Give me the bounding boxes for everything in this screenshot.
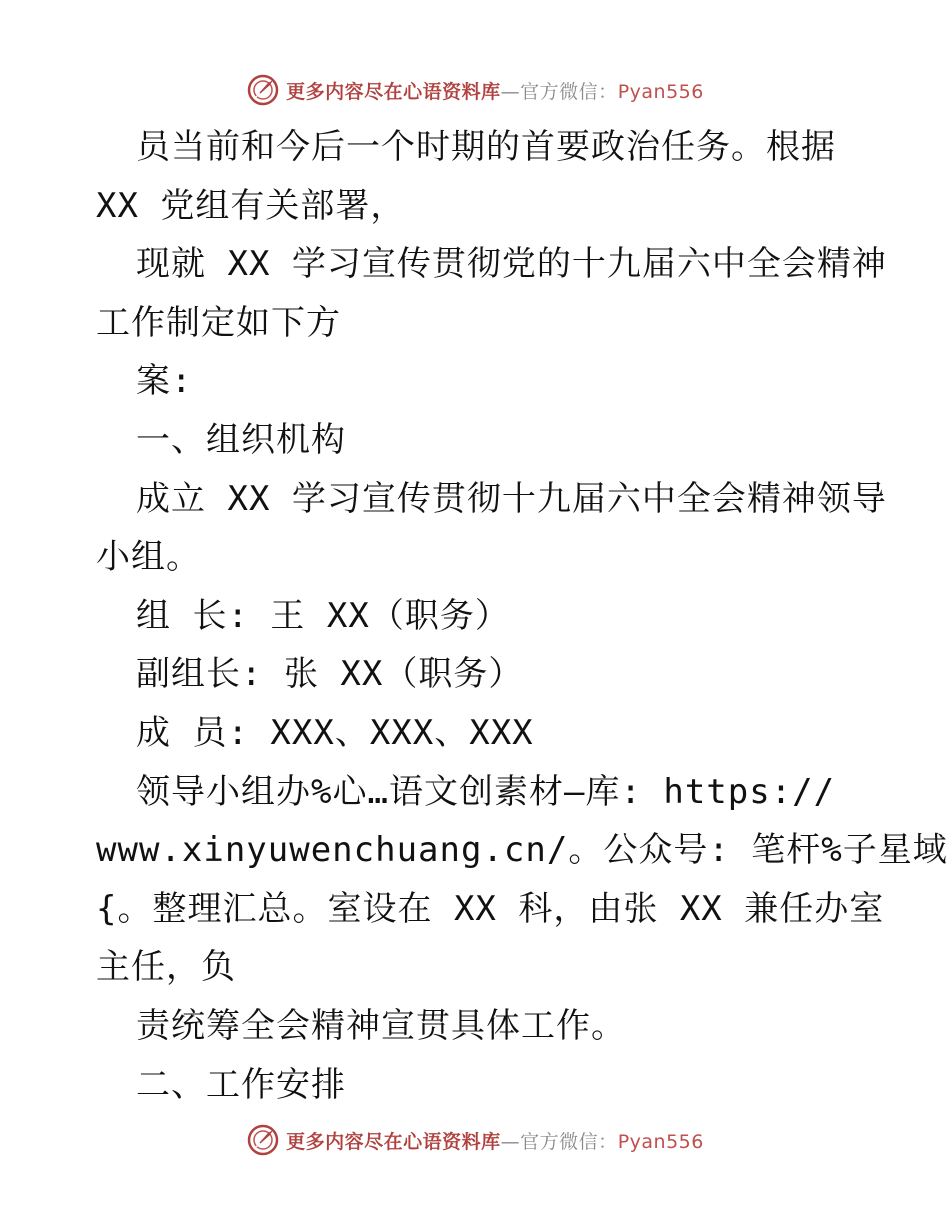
- document-body: [96, 118, 948, 1114]
- watermark-official-label: 官方微信：: [520, 1130, 618, 1153]
- paragraph-line: XX 党组有关部署，: [96, 185, 406, 226]
- watermark-text: [286, 77, 704, 104]
- footer-watermark-banner: [0, 1120, 950, 1160]
- paragraph-line: 现就 XX 学习宣传贯彻党的十九届六中全会精神: [136, 244, 887, 285]
- paragraph-line: 案:: [136, 361, 193, 402]
- header-watermark-banner: [0, 70, 950, 110]
- section-heading: 二、工作安排: [136, 1064, 346, 1105]
- paragraph-line: 主任，负: [96, 947, 236, 988]
- watermark-dash: —: [500, 80, 521, 103]
- quill-pen-logo-icon: [246, 1123, 280, 1157]
- section-heading: 一、组织机构: [136, 419, 346, 460]
- paragraph-line: www.xinyuwenchuang.cn/。公众号: 笔杆%子星域: [96, 830, 948, 871]
- watermark-dash: —: [500, 1130, 521, 1153]
- watermark-text: [286, 1127, 704, 1154]
- quill-pen-logo-icon: [246, 73, 280, 107]
- paragraph-line: 成立 XX 学习宣传贯彻十九届六中全会精神领导: [136, 478, 887, 519]
- member-line-deputy: 副组长: 张 XX（职务）: [136, 654, 524, 695]
- member-line-members: 成 员: XXX、XXX、XXX: [136, 712, 534, 753]
- paragraph-line: 领导小组办%心…语文创素材—库: https://: [136, 771, 836, 812]
- paragraph-line: 小组。: [96, 537, 201, 578]
- watermark-official-label: 官方微信：: [520, 80, 618, 103]
- watermark-wechat-id: Pyan556: [617, 1130, 704, 1153]
- watermark-wechat-id: Pyan556: [617, 80, 704, 103]
- paragraph-line: {。整理汇总。室设在 XX 科，由张 XX 兼任办室: [96, 888, 885, 929]
- watermark-brand: 更多内容尽在心语资料库: [286, 80, 501, 103]
- paragraph-line: 员当前和今后一个时期的首要政治任务。根据: [136, 127, 836, 167]
- paragraph-line: 工作制定如下方: [96, 302, 341, 343]
- member-line-leader: 组 长: 王 XX（职务）: [136, 595, 510, 636]
- watermark-brand: 更多内容尽在心语资料库: [286, 1130, 501, 1153]
- paragraph-line: 责统筹全会精神宣贯具体工作。: [136, 1005, 626, 1046]
